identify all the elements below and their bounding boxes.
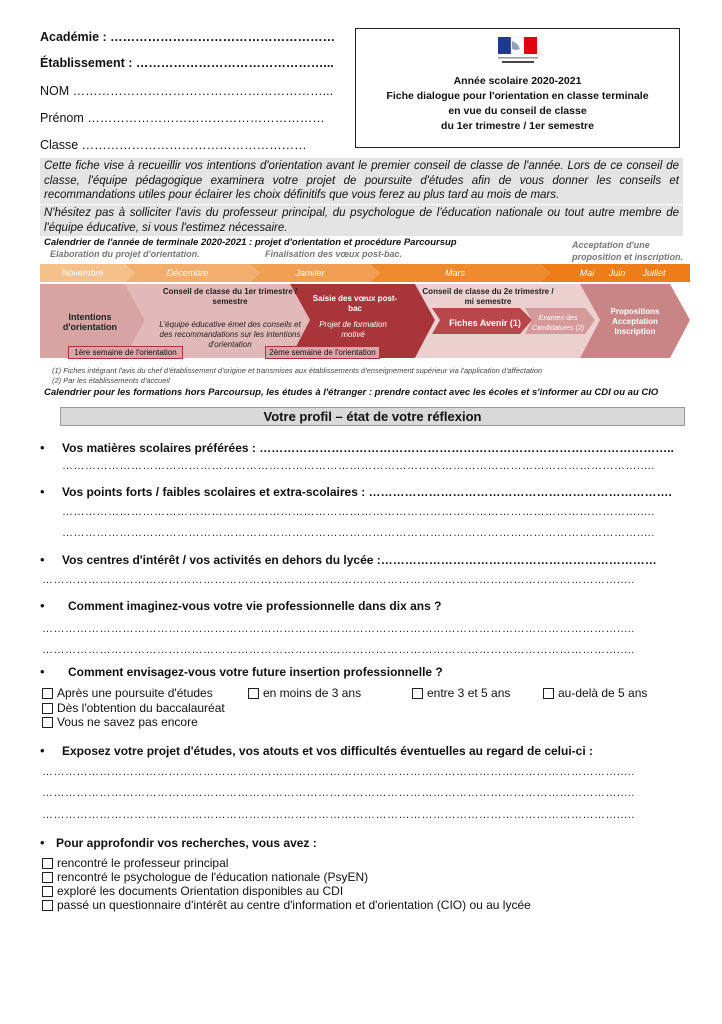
title-box (355, 28, 680, 148)
checkbox-square[interactable] (42, 717, 53, 728)
checkbox-square[interactable] (543, 688, 554, 699)
checkbox-ne-sait-pas[interactable]: Vous ne savez pas encore (42, 715, 198, 729)
etablissement-field[interactable]: Établissement : ………………………………………... (40, 56, 334, 70)
month-juillet: Juillet (642, 268, 666, 278)
republique-francaise-logo (492, 35, 544, 67)
checkbox-3-5-ans[interactable]: entre 3 et 5 ans (412, 686, 510, 700)
checkbox-obtention-bac[interactable]: Dès l'obtention du baccalauréat (42, 701, 225, 715)
stage-intentions: Intentions d'orientation (62, 312, 118, 332)
question-points-forts: Vos points forts / faibles scolaires et extra-scolaires : …………………………………………………………………. (62, 485, 672, 499)
stage-saisie-sub: Projet de formation motivé (319, 320, 387, 339)
checkbox-cdi[interactable]: exploré les documents Orientation disponibles au CDI (42, 884, 343, 898)
answer-line[interactable]: ……………………………………………………………………………………………………………………………………..... (42, 787, 635, 799)
calendar-sub-mid: Finalisation des vœux post-bac. (265, 249, 403, 259)
week1-badge: 1ère semaine de l'orientation (68, 346, 183, 359)
prenom-field[interactable]: Prénom ………………………………………………… (40, 111, 325, 125)
classe-field[interactable]: Classe ……………………………………………… (40, 138, 307, 152)
answer-line[interactable]: ……………………………………………………………………………………………………………………………………..... (42, 623, 635, 635)
form-term: du 1er trimestre / 1er semestre (441, 120, 594, 132)
intro-paragraph-2: N'hésitez pas à solliciter l'avis du professeur principal, du psychologue de l'éducation nationale ou tout autre membre de l'équipe éducative, si vous l'estimez nécessaire. (40, 205, 683, 236)
bullet-icon: • (40, 598, 45, 613)
checkbox-prof-principal[interactable]: rencontré le professeur principal (42, 856, 228, 870)
checkbox-square[interactable] (412, 688, 423, 699)
question-vie-pro: Comment imaginez-vous votre vie professionnelle dans dix ans ? (68, 599, 442, 613)
form-title: Fiche dialogue pour l'orientation en classe terminale (386, 90, 649, 102)
question-recherches: Pour approfondir vos recherches, vous avez : (56, 836, 317, 850)
bullet-icon: • (40, 440, 45, 455)
intro-paragraph-1: Cette fiche vise à recueillir vos intentions d'orientation avant le premier conseil de classe de l'année. Lors de ce conseil de classe, l'équipe pédagogique examinera votre projet de poursuite d'études afin de vous donner les conseils et recommandations utiles pour éclairer les choix définitifs que vous ferez au plus tard au mois de mars. (40, 158, 683, 204)
question-matieres: Vos matières scolaires préférées : ………………………………………………………………………………………….. (62, 441, 674, 455)
bullet-icon: • (40, 835, 45, 850)
checkbox-cio[interactable]: passé un questionnaire d'intérêt au centre d'information et d'orientation (CIO) ou au lycée (42, 898, 531, 912)
stage-conseil1-sub: L'équipe éducative émet des conseils et des recommandations sur les intentions d'orientation (159, 320, 301, 349)
footnote-2: (2) Par les établissements d'accueil (52, 376, 170, 385)
bullet-icon: • (40, 552, 45, 567)
month-mars: Mars (445, 268, 465, 278)
question-insertion: Comment envisagez-vous votre future insertion professionnelle ? (68, 665, 443, 679)
checkbox-moins-3-ans[interactable]: en moins de 3 ans (248, 686, 361, 700)
month-decembre: Décembre (166, 268, 209, 278)
profile-title: Votre profil – état de votre réflexion (60, 407, 685, 426)
answer-line[interactable]: ……………………………………………………………………………………………………………………………………..... (42, 644, 635, 656)
question-projet-etudes: Exposez votre projet d'études, vos atouts et vos difficultés éventuelles au regard de celui-ci : (62, 744, 593, 758)
nom-field[interactable]: NOM ……………………………………………………... (40, 84, 334, 98)
month-janvier: Janvier (295, 268, 325, 278)
calendar-sub-left: Elaboration du projet d'orientation. (50, 249, 200, 259)
week2-badge: 2ème semaine de l'orientation (265, 346, 380, 359)
month-novembre: Novembre (61, 268, 104, 278)
question-centres-interet: Vos centres d'intérêt / vos activités en dehors du lycée :…………………………………………………………… (62, 553, 657, 567)
checkbox-psyen[interactable]: rencontré le psychologue de l'éducation nationale (PsyEN) (42, 870, 368, 884)
calendar-title: Calendrier de l'année de terminale 2020-2021 : projet d'orientation et procédure Parcoursup (44, 237, 457, 248)
answer-line[interactable]: ……………………………………………………………………………………………………………………………………..... (42, 766, 635, 778)
checkbox-square[interactable] (42, 858, 53, 869)
calendar-sub-right: Acceptation d'une proposition et inscription. (572, 240, 683, 262)
stage-fiches-avenir: Fiches Avenir (1) (449, 318, 521, 328)
stage-propositions: Propositions Acceptation Inscription (610, 307, 660, 336)
checkbox-square[interactable] (42, 886, 53, 897)
footnote-1: (1) Fiches intégrant l'avis du chef d'établissement d'origine et transmises aux établissements d'enseignement supérieur via l'application d'affectation (52, 366, 543, 375)
checkbox-square[interactable] (42, 703, 53, 714)
stage-conseil2: Conseil de classe du 2e trimestre / mi semestre (422, 287, 554, 306)
school-year: Année scolaire 2020-2021 (453, 75, 582, 87)
stage-conseil1: Conseil de classe du 1er trimestre / semestre (162, 287, 298, 306)
form-subtitle: en vue du conseil de classe (448, 105, 587, 117)
checkbox-plus-5-ans[interactable]: au-delà de 5 ans (543, 686, 647, 700)
academie-field[interactable]: Académie : ……………………………………………… (40, 30, 336, 44)
bullet-icon: • (40, 484, 45, 499)
bullet-icon: • (40, 664, 45, 679)
checkbox-square[interactable] (42, 900, 53, 911)
calendar-abroad-note: Calendrier pour les formations hors Parcoursup, les études à l'étranger : prendre contact avec les écoles et s'informer au CDI ou au CIO (44, 387, 659, 398)
checkbox-square[interactable] (42, 688, 53, 699)
answer-line[interactable]: ……………………………………………………………………………………………………………………………………..... (62, 527, 655, 539)
stage-examen: Examen des Candidatures (2) (531, 315, 585, 332)
bullet-icon: • (40, 743, 45, 758)
answer-line[interactable]: ……………………………………………………………………………………………………………………………………..... (42, 574, 635, 586)
checkbox-poursuite-etudes[interactable]: Après une poursuite d'études (42, 686, 213, 700)
month-mai: Mai (579, 268, 595, 278)
checkbox-square[interactable] (42, 872, 53, 883)
answer-line[interactable]: ……………………………………………………………………………………………………………………………………..... (42, 809, 635, 821)
checkbox-square[interactable] (248, 688, 259, 699)
month-juin: Juin (608, 268, 626, 278)
answer-line[interactable]: ……………………………………………………………………………………………………………………………………..... (62, 506, 655, 518)
answer-line[interactable]: ……………………………………………………………………………………………………………………………………..... (62, 460, 655, 472)
stage-saisie: Saisie des vœux post-bac (312, 294, 398, 313)
